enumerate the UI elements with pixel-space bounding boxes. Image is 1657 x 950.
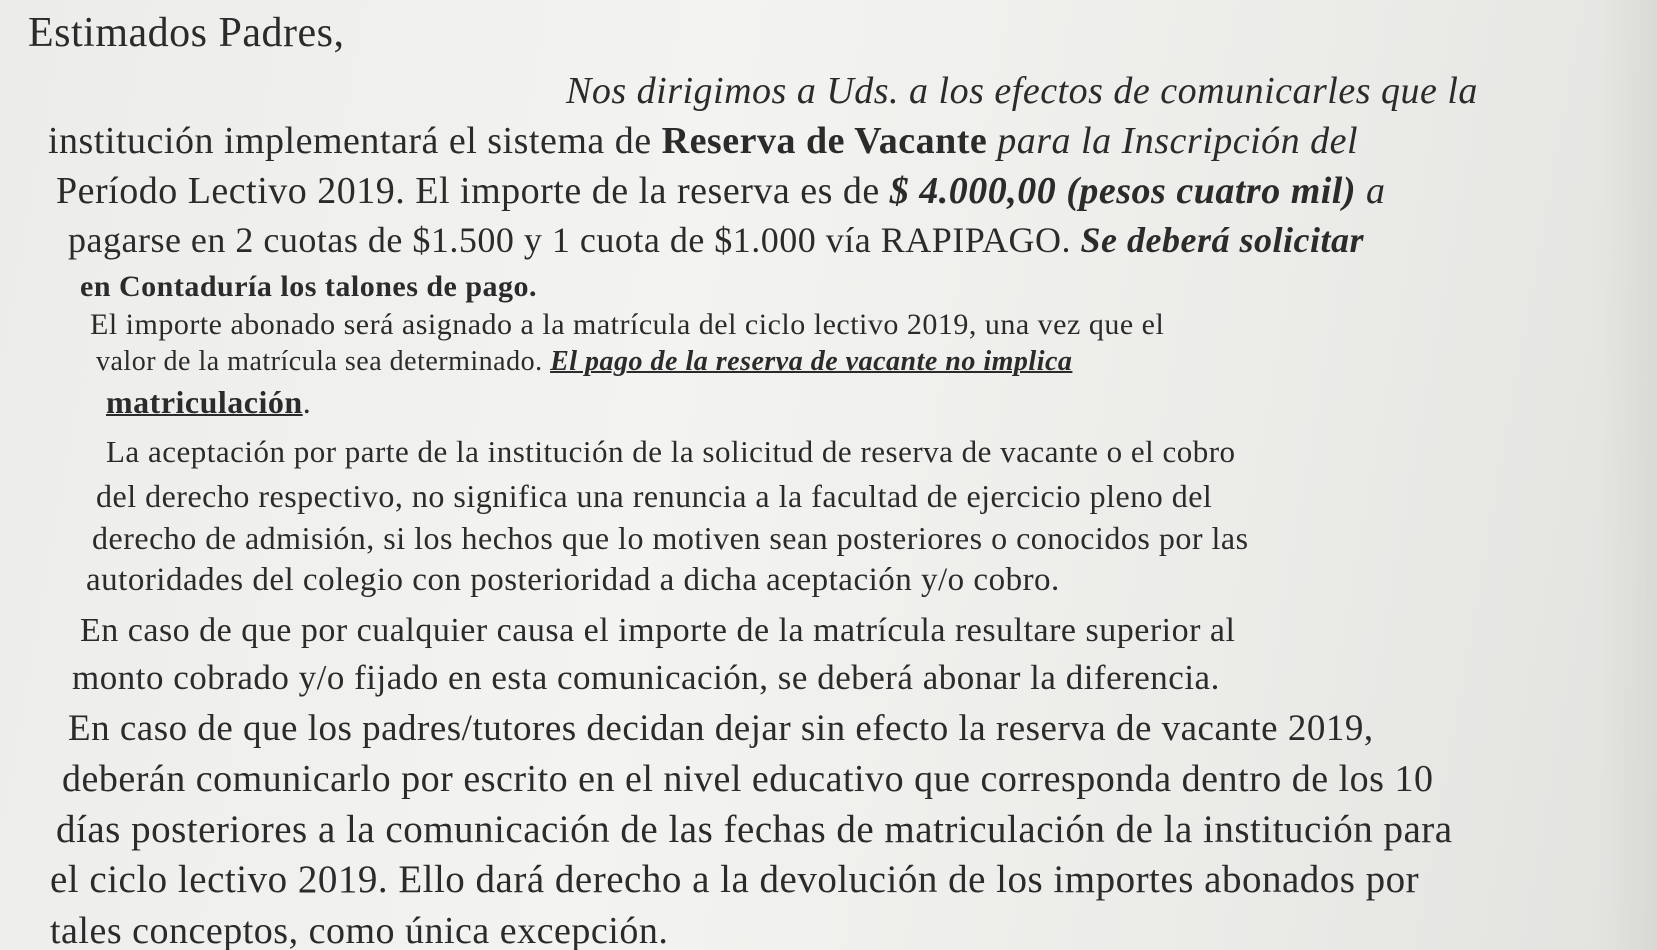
paragraph-2-line-1: El importe abonado será asignado a la matrícula del ciclo lectivo 2019, una vez que el [90,308,1165,341]
amount-emphasis: $ 4.000,00 (pesos cuatro mil) [889,170,1357,212]
text-segment: valor de la matrícula sea determinado. [96,346,551,377]
paragraph-1-line-2 [48,122,1358,160]
text-segment: institución implementará el sistema de [48,120,662,162]
text-segment: . [302,384,312,420]
paragraph-4-line-1: En caso de que por cualquier causa el importe de la matrícula resultare superior al [80,612,1236,649]
text-segment: Período Lectivo 2019. El importe de la reserva es de [56,170,890,212]
paragraph-5-line-5: tales conceptos, como única excepción. [50,910,669,950]
paragraph-5-line-1: En caso de que los padres/tutores decidan dejar sin efecto la reserva de vacante 2019, [68,708,1374,749]
solicitar-emphasis: Se deberá solicitar [1080,220,1364,260]
paragraph-3-line-3: derecho de admisión, si los hechos que lo motiven sean posteriores o conocidos por las [92,520,1249,556]
paragraph-4-line-2: monto cobrado y/o fijado en esta comunicación, se deberá abonar la diferencia. [72,658,1220,697]
letter-greeting: Estimados Padres, [28,10,345,56]
text-segment: a [1356,170,1386,212]
paragraph-2-line-3 [106,386,311,418]
paragraph-3-line-4: autoridades del colegio con posterioridad a dicha aceptación y/o cobro. [86,562,1060,598]
no-implica-emphasis: El pago de la reserva de vacante no implica [550,346,1073,377]
paragraph-2-line-2 [96,348,1072,376]
reserva-de-vacante-emphasis: Reserva de Vacante [661,120,988,162]
paragraph-5-line-2: deberán comunicarlo por escrito en el nivel educativo que corresponda dentro de los 10 [62,758,1434,800]
paragraph-3-line-1: La aceptación por parte de la institución de la solicitud de reserva de vacante o el cobro [106,434,1236,469]
text-segment: pagarse en 2 cuotas de $1.500 y 1 cuota de $1.000 vía RAPIPAGO. [68,220,1081,260]
paragraph-5-line-4: el ciclo lectivo 2019. Ello dará derecho a la devolución de los importes abonados por [50,858,1420,901]
text-segment: para la Inscripción del [987,120,1359,162]
matriculacion-emphasis: matriculación [106,384,303,420]
paragraph-1-line-5: en Contaduría los talones de pago. [80,270,538,303]
paragraph-1-line-3 [56,172,1386,210]
paragraph-3-line-2: del derecho respectivo, no significa una renuncia a la facultad de ejercicio pleno del [96,478,1213,514]
page-shadow [1597,0,1657,950]
paragraph-1-line-1: Nos dirigimos a Uds. a los efectos de comunicarles que la [566,70,1478,112]
paragraph-5-line-3: días posteriores a la comunicación de las fechas de matriculación de la institución para [56,808,1453,851]
paragraph-1-line-4 [68,222,1364,258]
